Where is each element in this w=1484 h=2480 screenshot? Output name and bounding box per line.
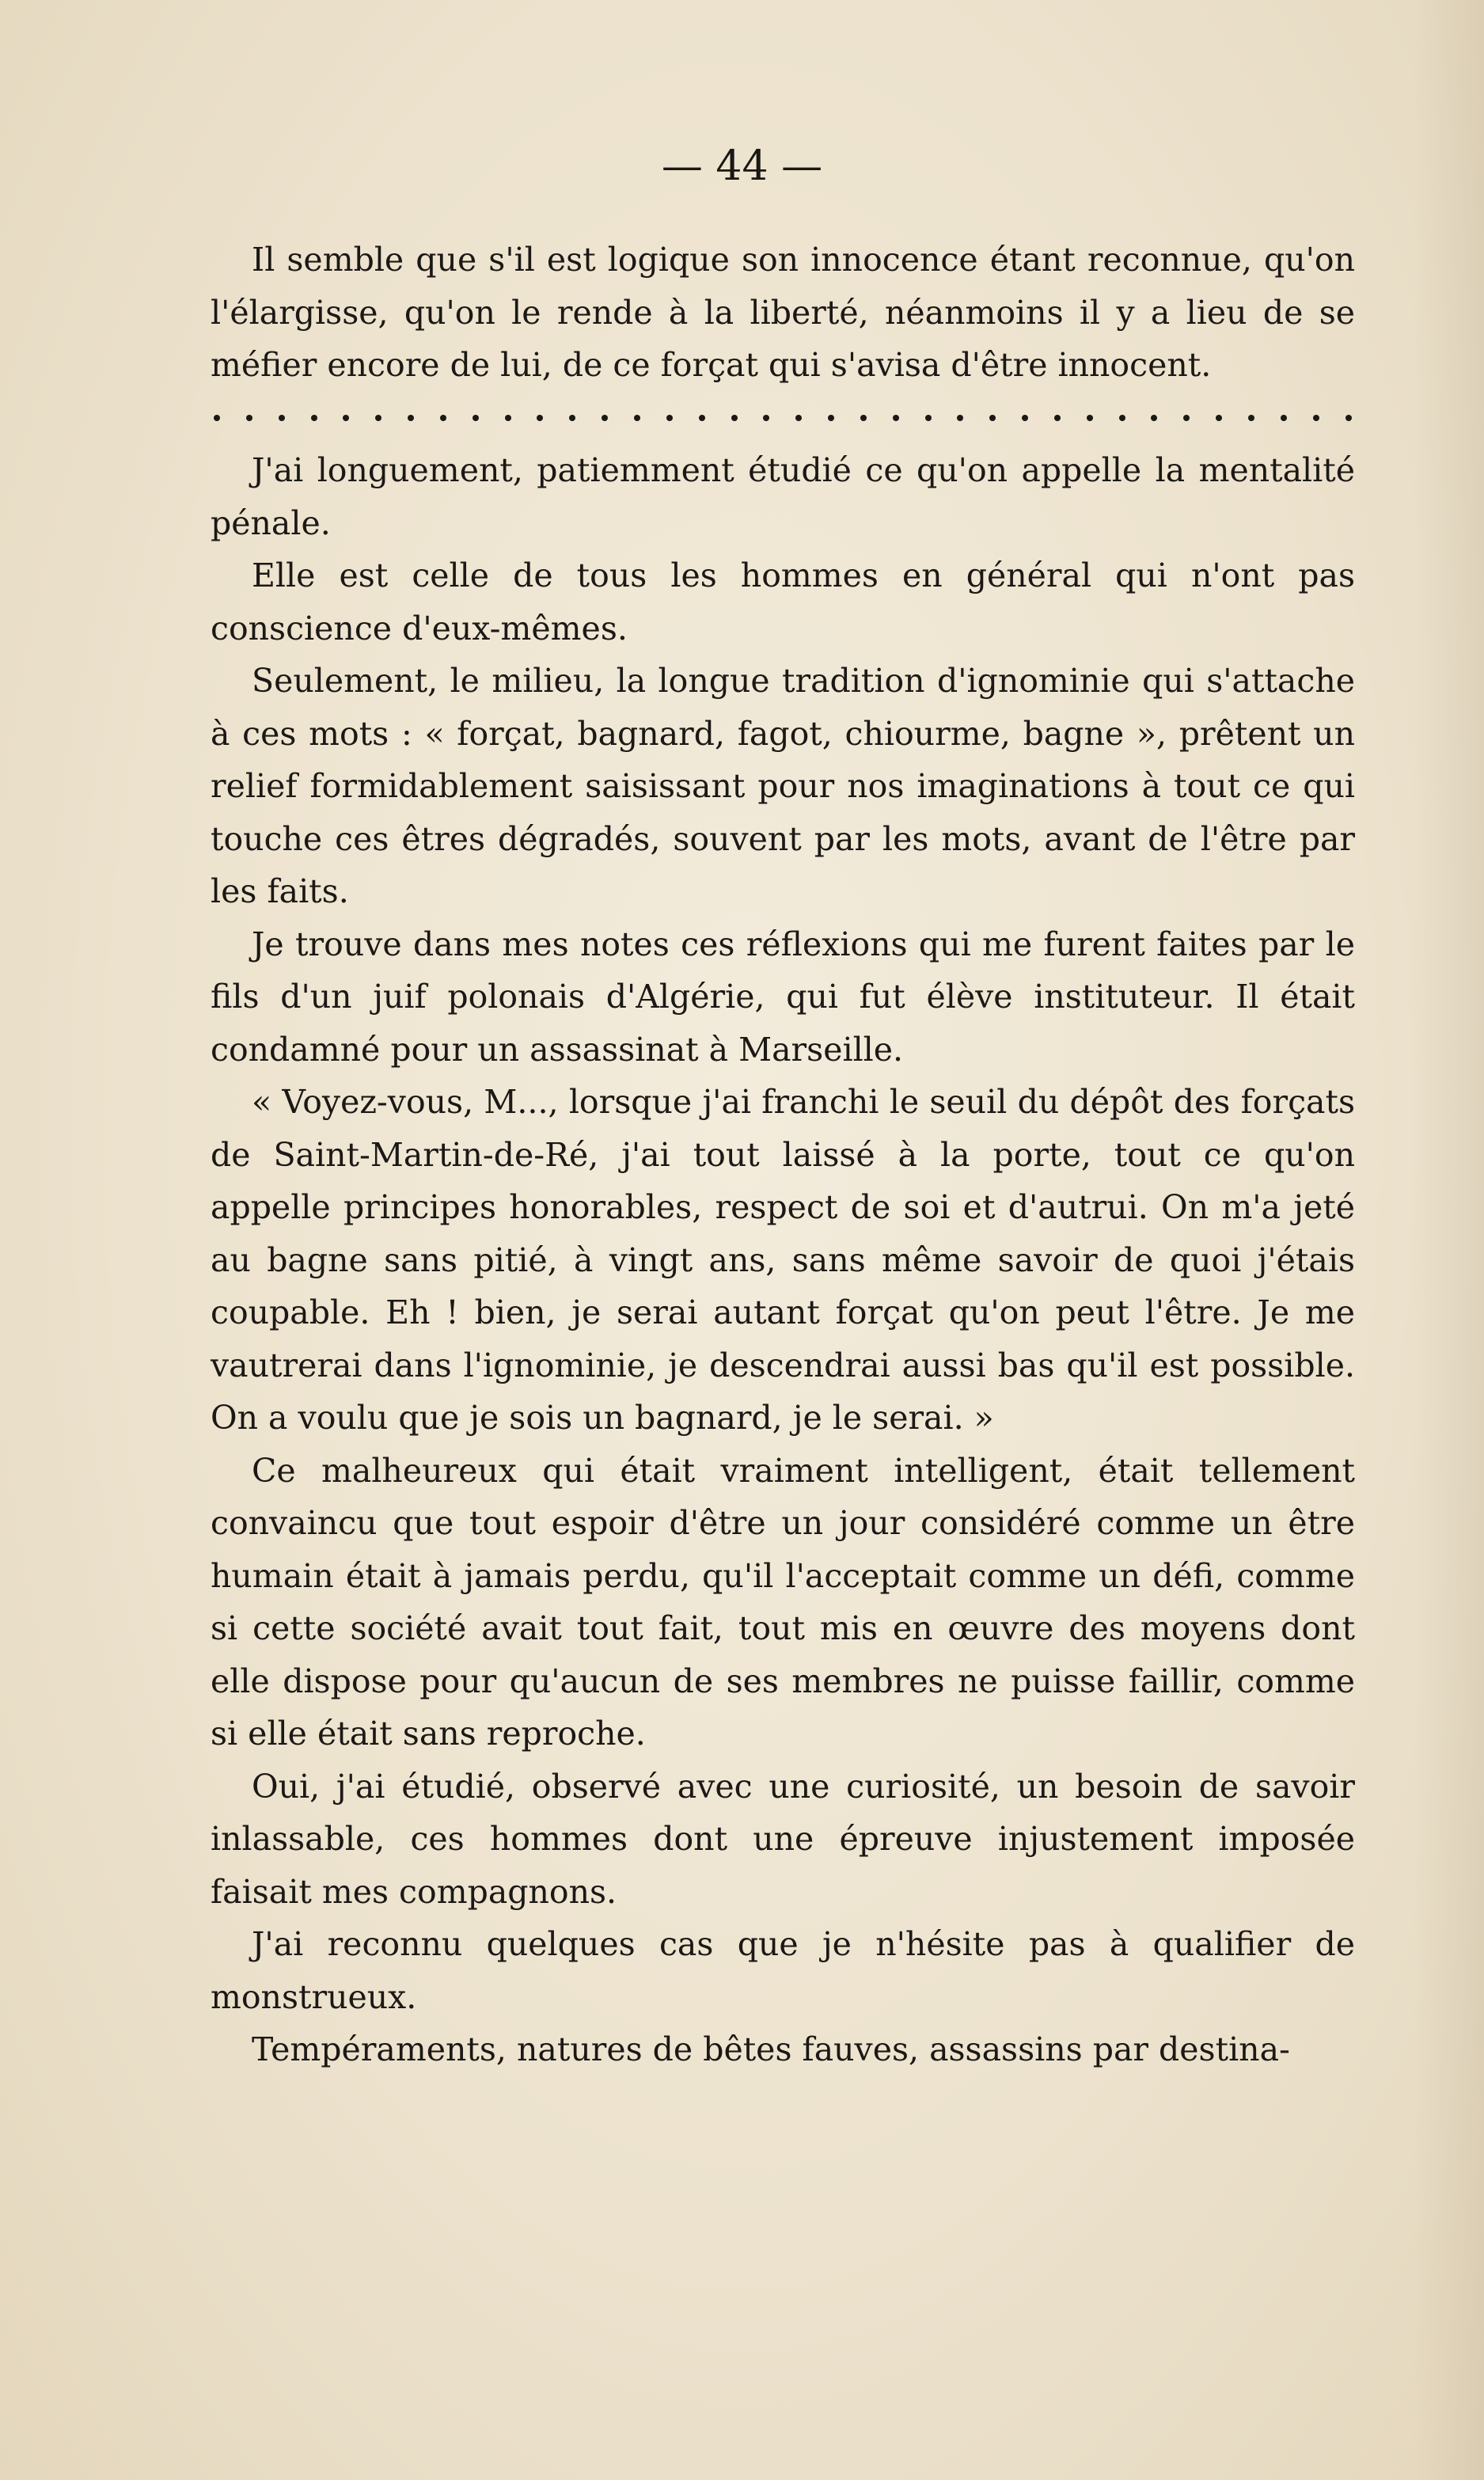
paragraph: Il semble que s'il est logique son innocence étant reconnue, qu'on l'élargisse, qu'on le rende à la liberté, néanmoins il y a lieu de se méfier encore de lui, de ce forçat qui s'avisa d'être innocent. — [211, 241, 1355, 384]
paragraph: J'ai longuement, patiemment étudié ce qu'on appelle la mentalité pénale. — [211, 451, 1355, 542]
page-edge-shadow — [1413, 0, 1484, 2480]
paragraph: « Voyez-vous, M..., lorsque j'ai franchi le seuil du dépôt des forçats de Saint-Martin-de-Ré, j'ai tout laissé à la porte, tout ce qu'on appelle principes honorables, respect de soi et d'autrui. On m'a jeté au bagne sans pitié, à vingt ans, sans même savoir de quoi j'étais coupable. Eh ! bien, je serai autant forçat qu'on peut l'être. Je me vautrerai dans l'ignominie, je descendrai aussi bas qu'il est possible. On a voulu que je sois un bagnard, je le serai. » — [211, 1083, 1355, 1437]
ellipsis-separator — [211, 392, 1355, 445]
page-number: — 44 — — [661, 142, 823, 190]
paragraph: Elle est celle de tous les hommes en général qui n'ont pas conscience d'eux-mêmes. — [211, 556, 1355, 648]
paragraph: J'ai reconnu quelques cas que je n'hésite pas à qualifier de monstrueux. — [211, 1925, 1355, 2016]
paragraph: Oui, j'ai étudié, observé avec une curiosité, un besoin de savoir inlassable, ces hommes dont une épreuve injustement imposée faisait mes compagnons. — [211, 1767, 1355, 1911]
paragraph: Ce malheureux qui était vraiment intelligent, était tellement convaincu que tout espoir d'être un jour considéré comme un être humain était à jamais perdu, qu'il l'acceptait comme un défi, comme si cette société avait tout fait, tout mis en œuvre des moyens dont elle dispose pour qu'aucun de ses membres ne puisse faillir, comme si elle était sans reproche. — [211, 1451, 1355, 1753]
paragraph: Seulement, le milieu, la longue tradition d'ignominie qui s'attache à ces mots : « forçat, bagnard, fagot, chiourme, bagne », prêtent un relief formidablement saisissant pour nos imaginations à tout ce qui touche ces êtres dégradés, souvent par les mots, avant de l'être par les faits. — [211, 662, 1355, 910]
paragraph: Je trouve dans mes notes ces réflexions qui me furent faites par le fils d'un juif polonais d'Algérie, qui fut élève instituteur. Il était condamné pour un assassinat à Marseille. — [211, 925, 1355, 1069]
body-text — [211, 234, 1355, 2076]
paragraph: Tempéraments, natures de bêtes fauves, assassins par destina- — [252, 2030, 1290, 2068]
